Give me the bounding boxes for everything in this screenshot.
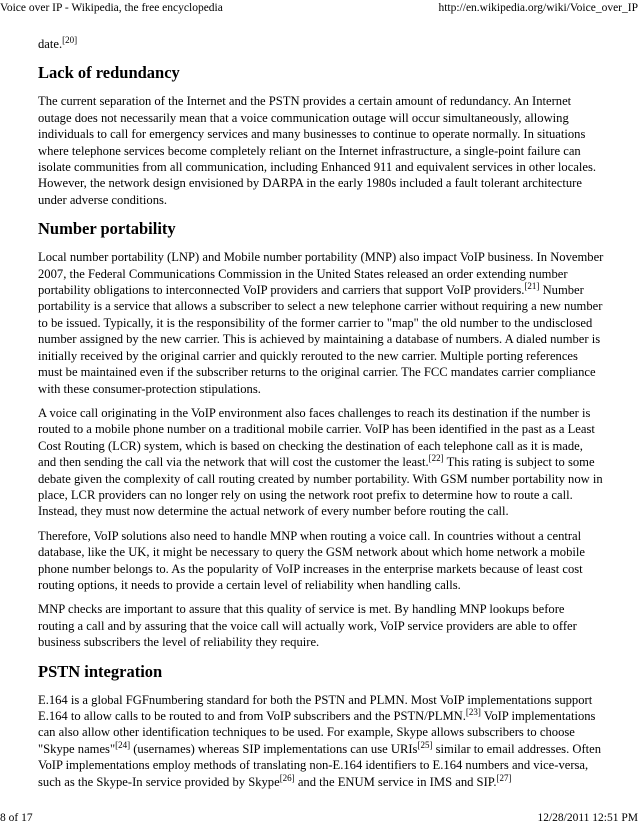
citation-link[interactable]: [23]: [465, 707, 481, 717]
pstn-paragraph: [38, 692, 604, 790]
section-heading-portability: Number portability: [38, 219, 176, 239]
citation-link[interactable]: [25]: [417, 739, 433, 750]
page-title: Voice over IP - Wikipedia, the free encyclopedia: [0, 2, 223, 14]
page-url: http://en.wikipedia.org/wiki/Voice_over_IP: [438, 2, 638, 14]
print-header: [0, 0, 638, 16]
citation-link[interactable]: [21]: [524, 281, 540, 292]
portability-paragraph-3: Therefore, VoIP solutions also need to handle MNP when routing a voice call. In countries without a central database, like the UK, it might be necessary to query the GSM network about which home network a mobile phone number belongs to. As the popularity of VoIP increases in the enterprise markets because of least cost routing options, it needs to provide a certain level of reliability when handling calls.: [38, 528, 585, 592]
citation-link[interactable]: [20]: [62, 35, 78, 45]
citation-link[interactable]: [27]: [496, 772, 512, 783]
paragraph-text: A voice call originating in the VoIP environment also faces challenges to reach its destination if the number is routed to a mobile phone number on a traditional mobile carrier. VoIP has been identified in the past as a Least Cost Routing (LCR) system, which is based on checking the destination of each telephone call as it is made, and then sending the call via the network that will cost the customer the least.: [38, 405, 595, 470]
paragraph-text: This rating is subject to some debate given the complexity of call routing created by number portability. With GSM number portability now in place, LCR providers can no longer rely on using the network root prefix to determine how to route a call. Instead, they must now determine the actual network of every number before routing the call.: [38, 455, 603, 519]
paragraph-text: VoIP implementations can also allow other identification techniques to be used. For example, Skype allows subscribers to choose "Skype names": [38, 709, 596, 756]
section-heading-pstn: PSTN integration: [38, 661, 163, 681]
paragraph-text: and the ENUM service in IMS and SIP.: [294, 774, 497, 789]
paragraph-text: similar to email addresses. Often VoIP implementations employ methods of translating non-E.164 identifiers to E.164 numbers and vice-versa, such as the Skype-In service provided by Skype: [38, 741, 602, 789]
portability-paragraph-4: MNP checks are important to assure that this quality of service is met. By handling MNP lookups before routing a call and by assuring that the voice call will actually work, VoIP service providers are able to offer business subscribers the level of reliability they require.: [38, 602, 577, 650]
print-footer: [0, 810, 638, 826]
citation-link[interactable]: [24]: [115, 739, 131, 750]
article-content: [38, 36, 604, 798]
intro-paragraph: [38, 36, 604, 52]
paragraph-text: (usernames) whereas SIP implementations can use URIs: [130, 741, 418, 756]
portability-paragraph-2: [38, 405, 604, 520]
citation-link[interactable]: [26]: [279, 772, 295, 783]
portability-paragraph-1: [38, 249, 604, 397]
redundancy-paragraph: The current separation of the Internet and the PSTN provides a certain amount of redundancy. An Internet outage does not necessarily mean that a voice communication outage will occur simultaneously, allowing individuals to call for emergency services and many businesses to continue to operate normally. In situations where telephone services become completely reliant on the Internet infrastructure, a single-point failure can isolate communities from all communication, including Enhanced 911 and equivalent services in other locales. However, the network design envisioned by DARPA in the early 1980s included a fault tolerant architecture under adverse conditions.: [38, 94, 597, 207]
paragraph-text: Number portability is a service that allows a subscriber to select a new telephone carrier without requiring a new number to be issued. Typically, it is the responsibility of the former carrier to "map" the old number to the undisclosed number assigned by the new carrier. This is achieved by maintaining a database of numbers. A dialed number is initially received by the original carrier and quickly rerouted to the new carrier. Multiple porting references must be maintained even if the subscriber returns to the original carrier. The FCC mandates carrier compliance with these consumer-protection stipulations.: [38, 283, 603, 396]
print-datetime: 12/28/2011 12:51 PM: [537, 812, 638, 824]
page-number: 8 of 17: [0, 812, 33, 824]
section-heading-redundancy: Lack of redundancy: [38, 63, 180, 83]
paragraph-text: E.164 is a global FGFnumbering standard for both the PSTN and PLMN. Most VoIP implementations support E.164 to allow calls to be routed to and from VoIP subscribers and the PSTN/PLMN.: [38, 692, 593, 723]
paragraph-text: Local number portability (LNP) and Mobile number portability (MNP) also impact VoIP business. In November 2007, the Federal Communications Commission in the United States released an order extending number portability obligations to interconnected VoIP providers and carriers that support VoIP providers.: [38, 250, 604, 298]
citation-link[interactable]: [22]: [428, 453, 444, 464]
intro-text: date.: [38, 37, 63, 51]
